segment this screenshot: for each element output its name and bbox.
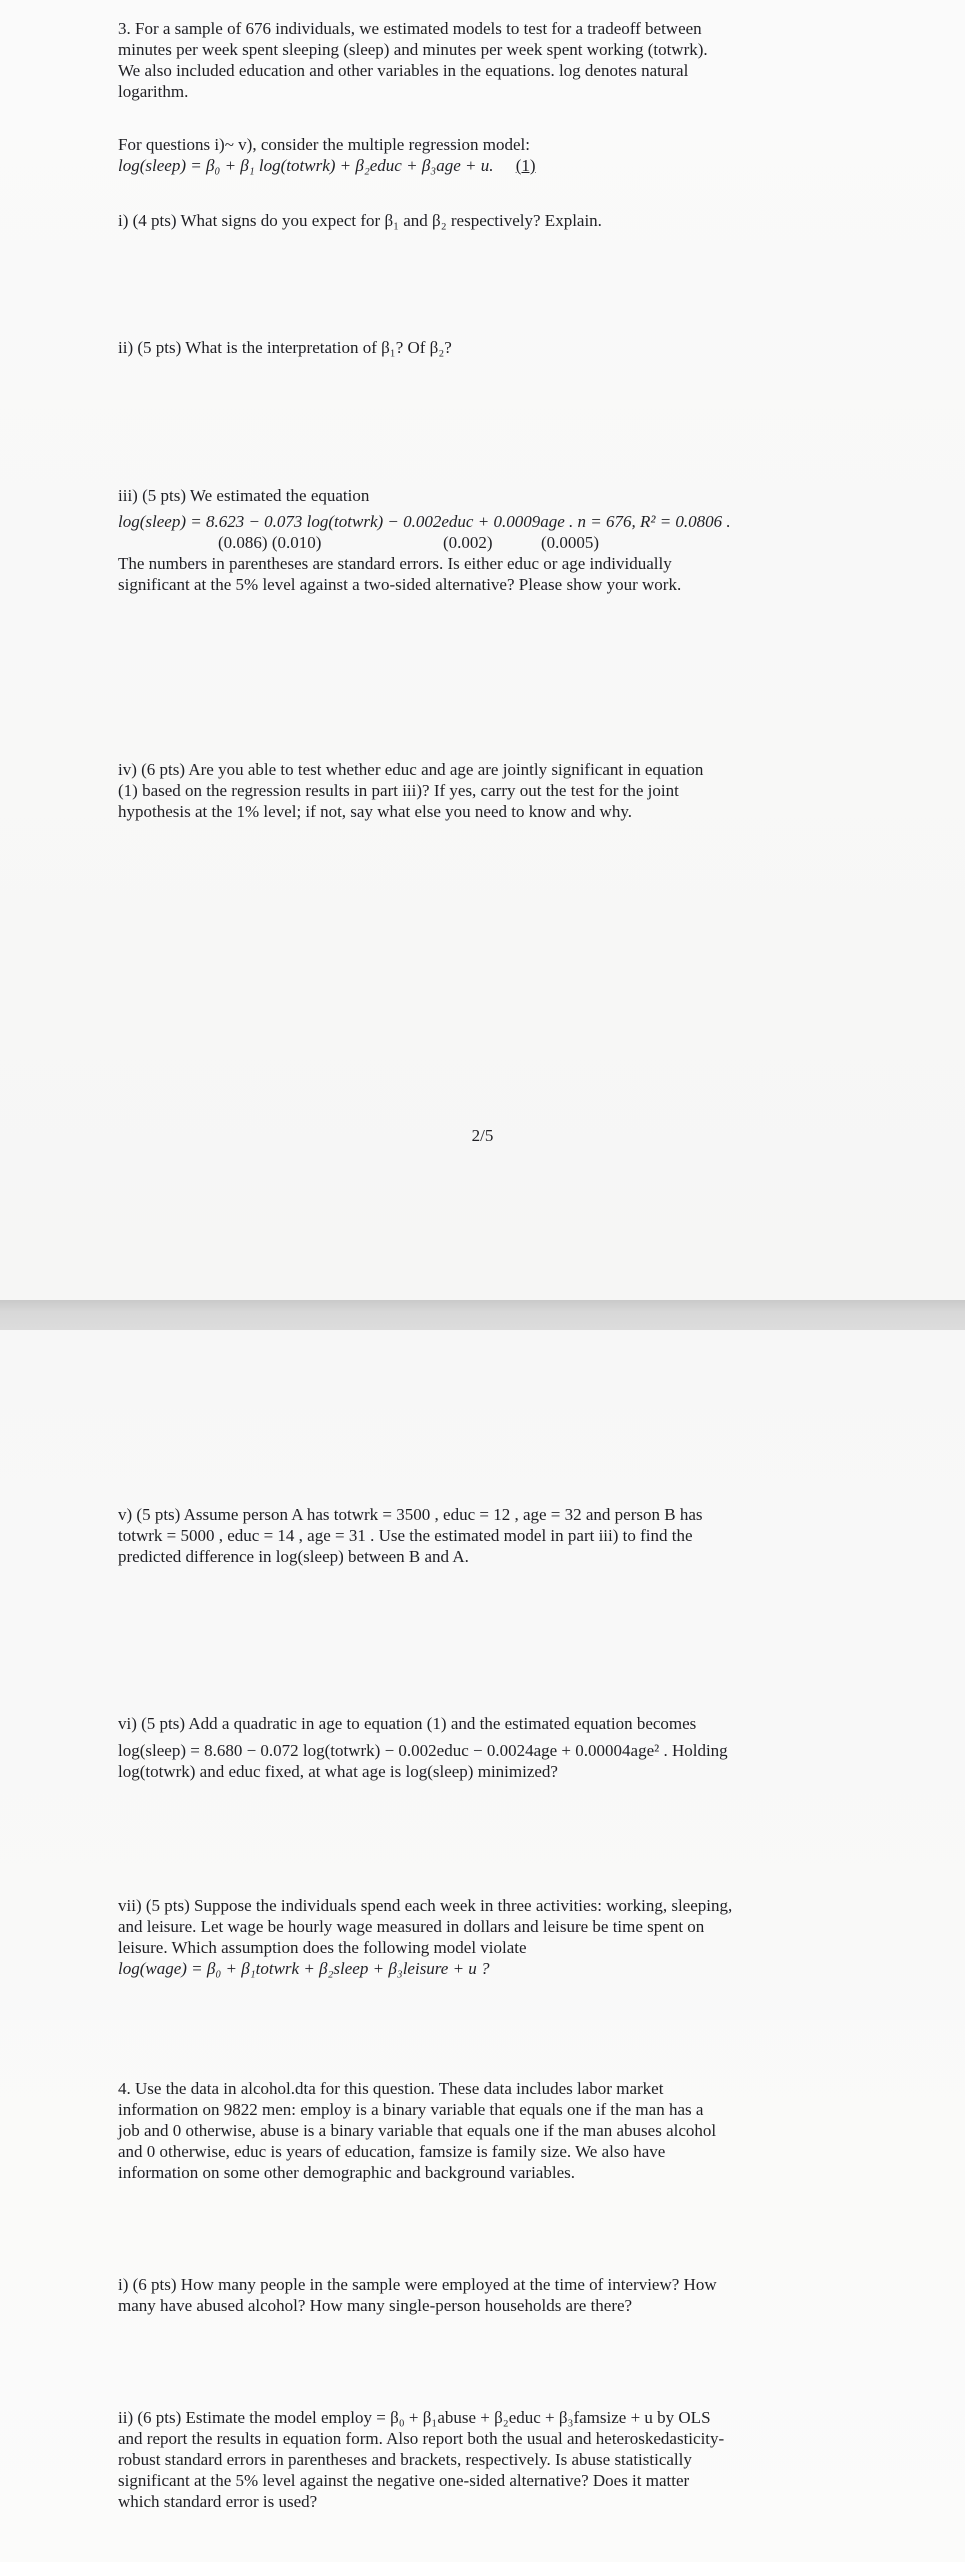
q3-intro-line: logarithm. <box>118 82 189 101</box>
q3-part-v <box>118 1504 898 1567</box>
q4-part-ii-line: and report the results in equation form. Also report both the usual and heteroskedasticity- <box>118 2429 725 2448</box>
q3-part-v-line: v) (5 pts) Assume person A has totwrk = 3500 , educ = 12 , age = 32 and person B has <box>118 1505 703 1524</box>
page-number: 2/5 <box>471 1126 494 1145</box>
q4-intro <box>118 2078 898 2183</box>
q3-part-v-line: totwrk = 5000 , educ = 14 , age = 31 . Use the estimated model in part iii) to find the <box>118 1526 693 1545</box>
q3-model <box>118 134 898 176</box>
q3-part-ii <box>118 337 898 358</box>
q4-intro-line: information on some other demographic and background variables. <box>118 2163 575 2182</box>
q3-part-vii-line: and leisure. Let wage be hourly wage measured in dollars and leisure be time spent on <box>118 1917 705 1936</box>
q4-intro-line: job and 0 otherwise, abuse is a binary variable that equals one if the man abuses alcohol <box>118 2121 717 2140</box>
q3-part-vii-line: leisure. Which assumption does the following model violate <box>118 1938 527 1957</box>
q4-part-ii-line: robust standard errors in parentheses and brackets, respectively. Is abuse statistically <box>118 2450 692 2469</box>
q4-intro-line: and 0 otherwise, educ is years of education, famsize is family size. We also have <box>118 2142 666 2161</box>
standard-error: (0.002) <box>443 533 493 552</box>
q3-part-iv-line: hypothesis at the 1% level; if not, say what else you need to know and why. <box>118 802 632 821</box>
q3-part-i-text: i) (4 pts) What signs do you expect for β₁ and β₂ respectively? Explain. <box>118 211 602 230</box>
q3-intro-line: 3. For a sample of 676 individuals, we estimated models to test for a tradeoff between <box>118 19 702 38</box>
q3-intro-line: We also included education and other variables in the equations. log denotes natural <box>118 61 689 80</box>
q3-part-vii <box>118 1895 898 1979</box>
model-equation-text: log(sleep) = β₀ + β₁ log(totwrk) + β₂educ + β₃age + u. <box>118 156 494 175</box>
q4-part-ii-line: ii) (6 pts) Estimate the model employ = β₀ + β₁abuse + β₂educ + β₃famsize + u by OLS <box>118 2408 711 2427</box>
q3-part-i <box>118 210 898 231</box>
q4-part-i-line: i) (6 pts) How many people in the sample were employed at the time of interview? How <box>118 2275 717 2294</box>
q3-part-vi-line: log(totwrk) and educ fixed, at what age is log(sleep) minimized? <box>118 1762 558 1781</box>
model-label: (1) <box>515 156 536 175</box>
standard-error: (0.086) (0.010) <box>218 533 322 552</box>
q3-part-iii-equation: log(sleep) = 8.623 − 0.073 log(totwrk) − 0.002educ + 0.0009age . n = 676, R² = 0.0806 . <box>118 512 731 531</box>
q3-part-iii-question: significant at the 5% level against a two-sided alternative? Please show your work. <box>118 575 682 594</box>
model-intro: For questions i)~ v), consider the multiple regression model: <box>118 135 530 154</box>
q4-part-ii-line: significant at the 5% level against the negative one-sided alternative? Does it matter <box>118 2471 690 2490</box>
q3-part-iii-question: The numbers in parentheses are standard errors. Is either educ or age individually <box>118 554 672 573</box>
standard-errors-row <box>118 532 898 553</box>
q4-part-i-line: many have abused alcohol? How many single-person households are there? <box>118 2296 633 2315</box>
q3-part-vii-equation: log(wage) = β₀ + β₁totwrk + β₂sleep + β₃leisure + u ? <box>118 1959 490 1978</box>
q3-part-iii <box>118 485 898 595</box>
q4-intro-line: information on 9822 men: employ is a binary variable that equals one if the man has a <box>118 2100 704 2119</box>
q3-part-v-line: predicted difference in log(sleep) between B and A. <box>118 1547 469 1566</box>
model-equation <box>118 155 898 176</box>
q3-part-vi-line: vi) (5 pts) Add a quadratic in age to equation (1) and the estimated equation becomes <box>118 1714 697 1733</box>
q4-intro-line: 4. Use the data in alcohol.dta for this question. These data includes labor market <box>118 2079 664 2098</box>
q4-part-ii <box>118 2407 898 2512</box>
q3-part-vi <box>118 1713 898 1782</box>
q4-part-ii-line: which standard error is used? <box>118 2492 318 2511</box>
q3-part-vii-line: vii) (5 pts) Suppose the individuals spend each week in three activities: working, sleeping, <box>118 1896 733 1915</box>
q3-part-iv-line: iv) (6 pts) Are you able to test whether educ and age are jointly significant in equation <box>118 760 704 779</box>
q3-part-vi-line: log(sleep) = 8.680 − 0.072 log(totwrk) − 0.002educ − 0.0024age + 0.00004age² . Holding <box>118 1741 728 1760</box>
page-break <box>0 1300 965 1330</box>
q3-part-iv <box>118 759 898 822</box>
q3-intro <box>118 18 898 102</box>
q4-part-i <box>118 2274 898 2316</box>
standard-error: (0.0005) <box>541 533 600 552</box>
q3-part-ii-text: ii) (5 pts) What is the interpretation of β₁? Of β₂? <box>118 338 452 357</box>
q3-part-iv-line: (1) based on the regression results in part iii)? If yes, carry out the test for the joint <box>118 781 679 800</box>
q3-part-iii-intro: iii) (5 pts) We estimated the equation <box>118 486 370 505</box>
q3-intro-line: minutes per week spent sleeping (sleep) and minutes per week spent working (totwrk). <box>118 40 708 59</box>
